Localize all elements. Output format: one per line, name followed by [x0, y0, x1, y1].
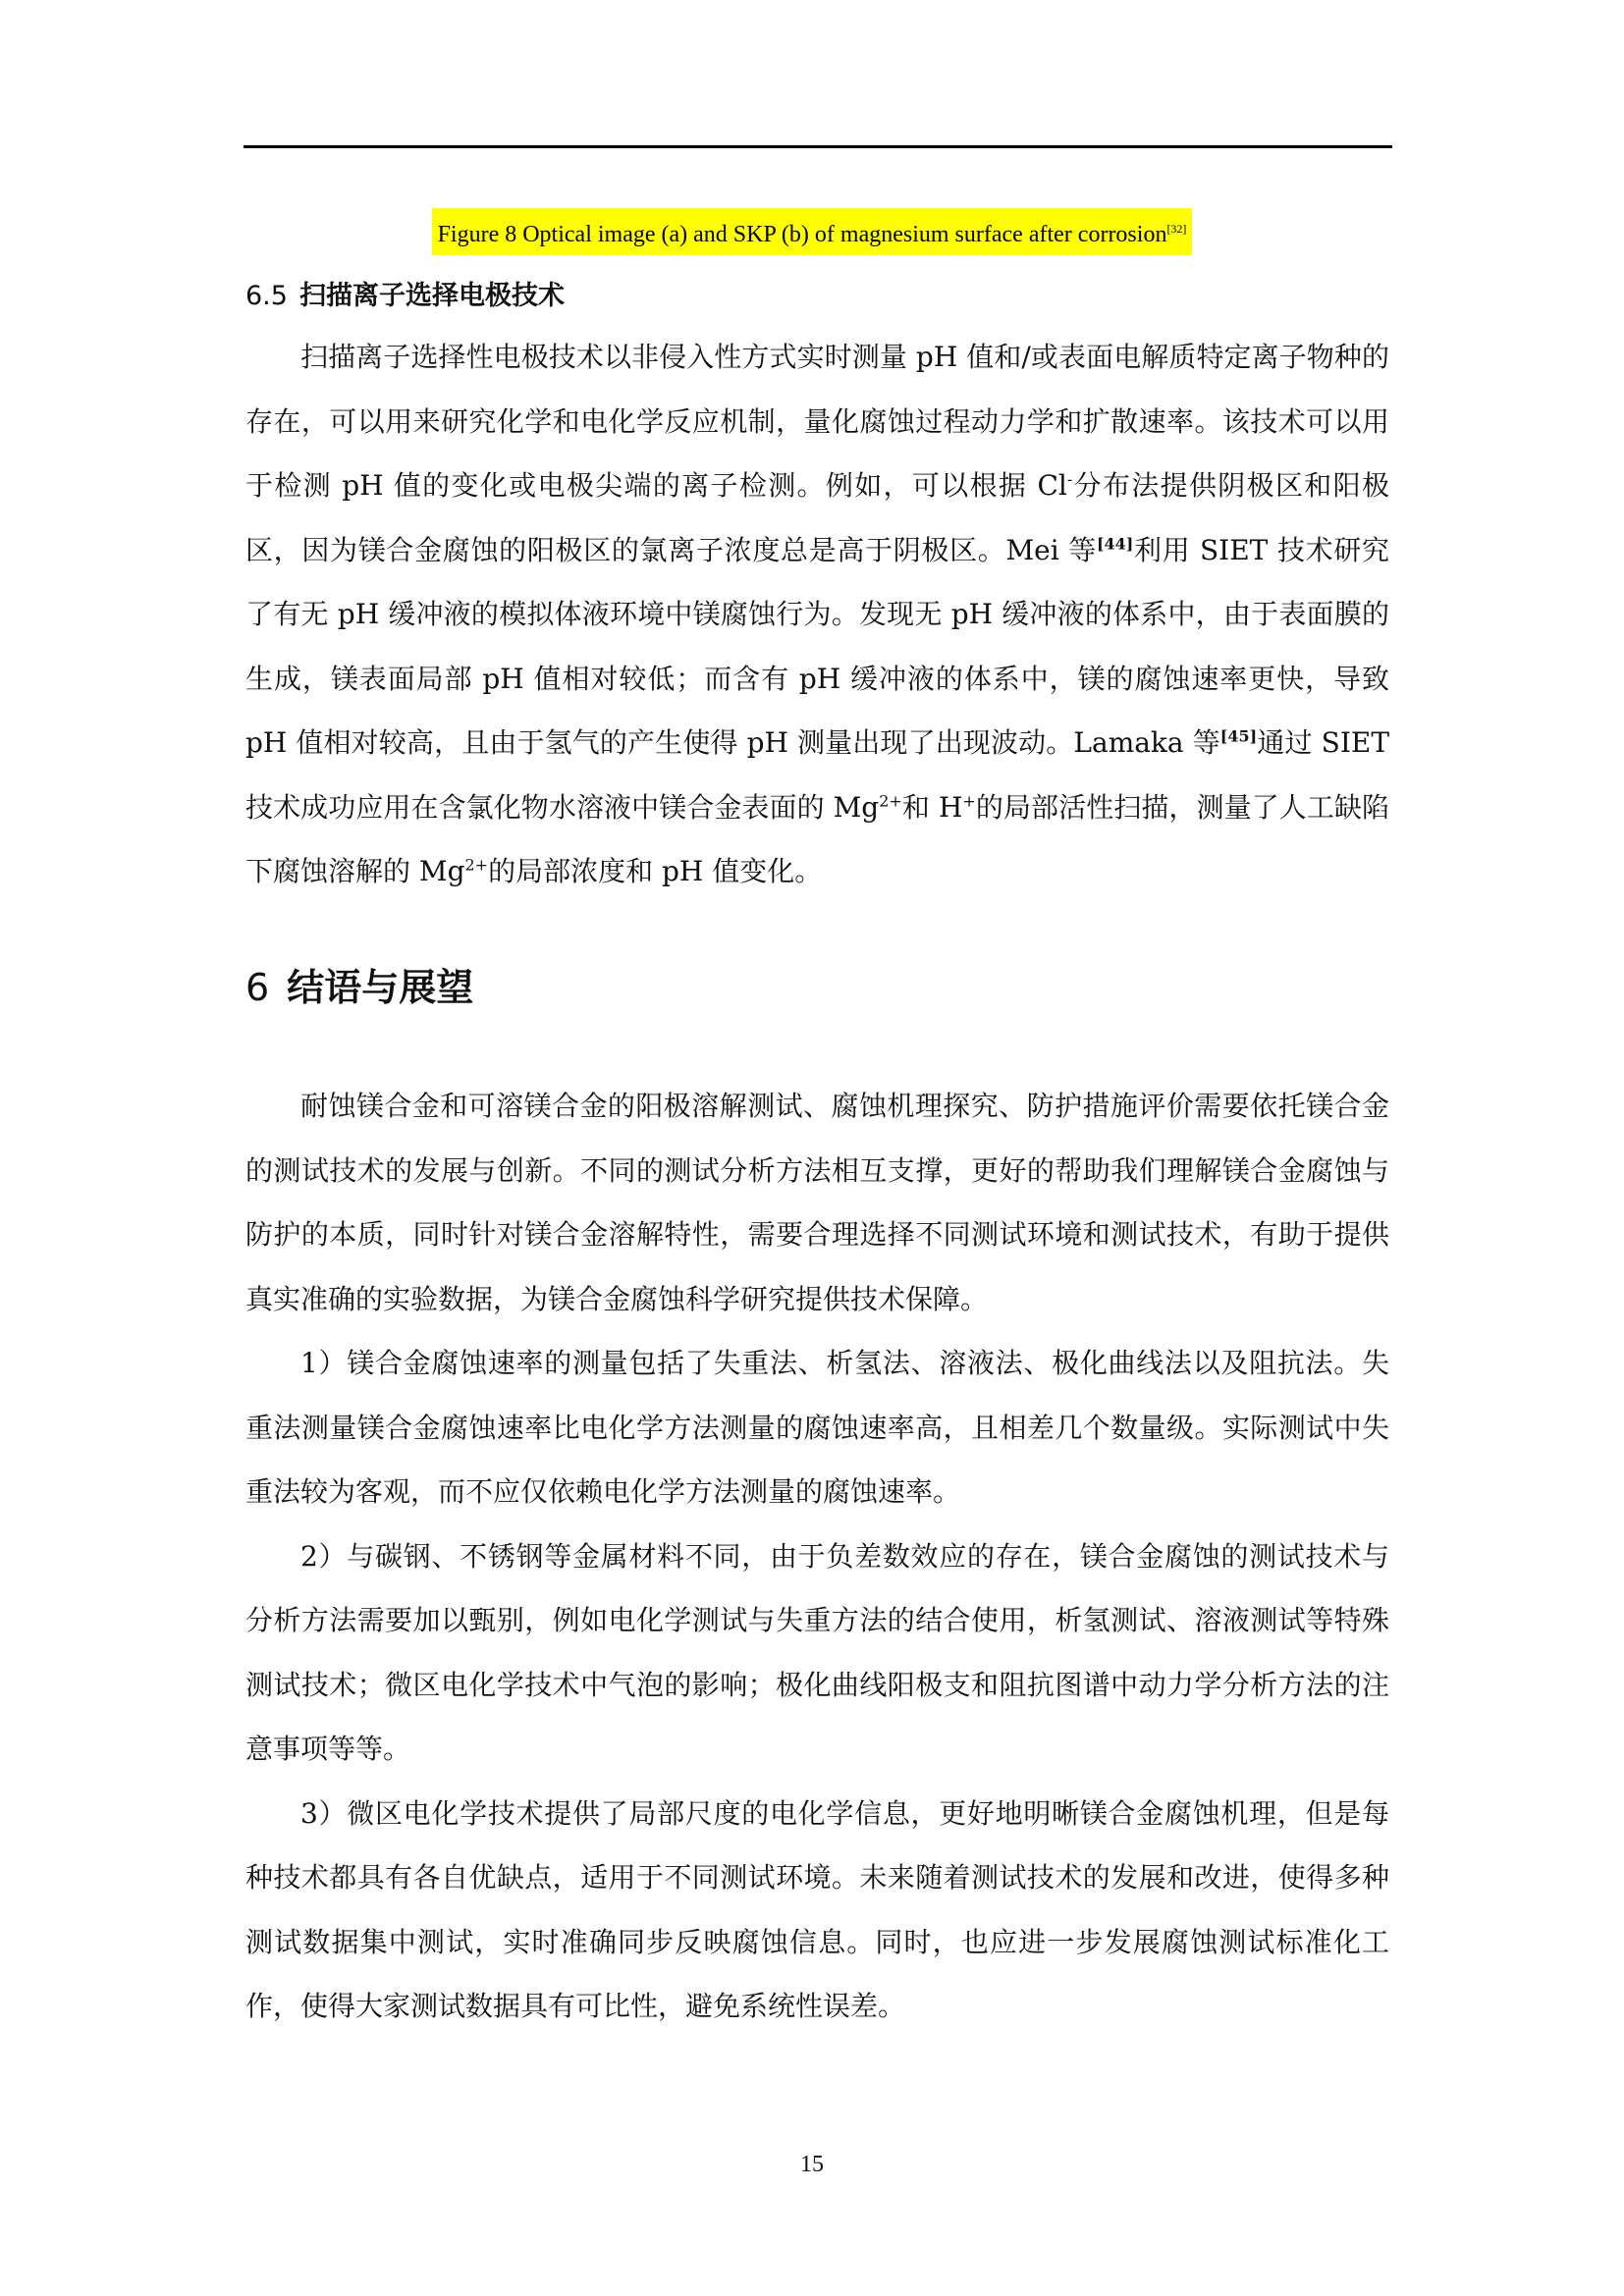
- text-run: 分布法提供阴极区和阳极区，因为镁合金腐蚀的阳极区的氯离子浓度总是高于阴极区。Mei 等: [245, 469, 1389, 566]
- citation-ref: [45]: [1219, 726, 1258, 746]
- figure-caption-wrap: [0, 208, 1624, 255]
- superscript: -: [1066, 469, 1073, 489]
- section-heading-6-5: [245, 277, 565, 316]
- chapter-number: 6: [245, 966, 270, 1009]
- chapter-6-body: [245, 1074, 1389, 2039]
- text-run: 的局部活性扫描，测量了人工缺陷下腐蚀溶解的 Mg: [245, 790, 1389, 887]
- text-run: 扫描离子选择性电极技术以非侵入性方式实时测量 pH 值和/或表面电解质特定离子物种的存在，可以用来研究化学和电化学反应机制，量化腐蚀过程动力学和扩散速率。该技术可以用于检测 pH 值的变化或电极尖端的离子检测。例如，可以根据 Cl: [245, 341, 1389, 502]
- chapter-title: 结语与展望: [287, 966, 474, 1009]
- superscript: +: [962, 791, 976, 811]
- text-run: 通过 SIET 技术成功应用在含氯化物水溶液中镁合金表面的 Mg: [245, 726, 1389, 824]
- section-title: 扫描离子选择电极技术: [298, 281, 565, 311]
- paragraph: 耐蚀镁合金和可溶镁合金的阳极溶解测试、腐蚀机理探究、防护措施评价需要依托镁合金的测试技术的发展与创新。不同的测试分析方法相互支撑，更好的帮助我们理解镁合金腐蚀与防护的本质，同时针对镁合金溶解特性，需要合理选择不同测试环境和测试技术，有助于提供真实准确的实验数据，为镁合金腐蚀科学研究提供技术保障。: [245, 1090, 1389, 1315]
- paragraph: 1）镁合金腐蚀速率的测量包括了失重法、析氢法、溶液法、极化曲线法以及阻抗法。失重法测量镁合金腐蚀速率比电化学方法测量的腐蚀速率高，且相差几个数量级。实际测试中失重法较为客观，而不应仅依赖电化学方法测量的腐蚀速率。: [245, 1347, 1389, 1508]
- chapter-heading-6: [245, 962, 473, 1013]
- figure-caption-text: Figure 8 Optical image (a) and SKP (b) of magnesium surface after corrosion: [437, 222, 1167, 247]
- citation-ref: [44]: [1096, 534, 1134, 554]
- text-run: 的局部浓度和 pH 值变化。: [488, 855, 823, 887]
- paragraph: 3）微区电化学技术提供了局部尺度的电化学信息，更好地明晰镁合金腐蚀机理，但是每种技术都具有各自优缺点，适用于不同测试环境。未来随着测试技术的发展和改进，使得多种测试数据集中测试，实时准确同步反映腐蚀信息。同时，也应进一步发展腐蚀测试标准化工作，使得大家测试数据具有可比性，避免系统性误差。: [245, 1796, 1389, 2022]
- figure-caption-ref: [32]: [1166, 222, 1187, 236]
- superscript: 2+: [464, 855, 489, 875]
- header-rule: [244, 145, 1392, 148]
- superscript: 2+: [879, 791, 902, 811]
- figure-caption: [432, 208, 1193, 255]
- paragraph: [245, 325, 1389, 904]
- section-6-5-body: [245, 325, 1389, 904]
- page-number: 15: [800, 2152, 824, 2177]
- text-run: 利用 SIET 技术研究了有无 pH 缓冲液的模拟体液环境中镁腐蚀行为。发现无 pH 缓冲液的体系中，由于表面膜的生成，镁表面局部 pH 值相对较低；而含有 pH 缓冲液的体系中，镁的腐蚀速率更快，导致 pH 值相对较高，且由于氢气的产生使得 pH 测量出现了出现波动。Lamaka 等: [245, 533, 1389, 759]
- paragraph: 2）与碳钢、不锈钢等金属材料不同，由于负差数效应的存在，镁合金腐蚀的测试技术与分析方法需要加以甄别，例如电化学测试与失重方法的结合使用，析氢测试、溶液测试等特殊测试技术；微区电化学技术中气泡的影响；极化曲线阳极支和阻抗图谱中动力学分析方法的注意事项等等。: [245, 1539, 1389, 1765]
- section-number: 6.5: [245, 281, 288, 311]
- text-run: 和 H: [901, 790, 963, 824]
